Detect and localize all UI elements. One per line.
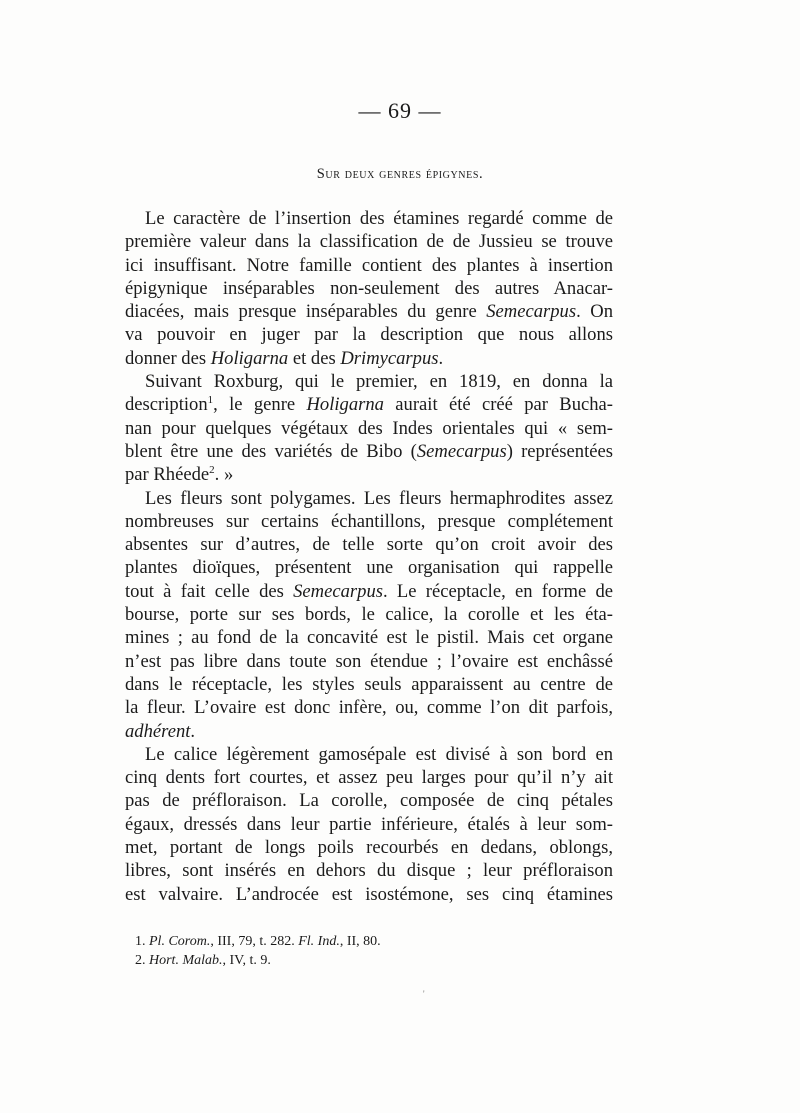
text-line bbox=[125, 766, 613, 789]
text-run: , le genre bbox=[213, 394, 307, 416]
text-run: est valvaire. L’androcée est isostémone, ses cinq étamines bbox=[125, 883, 613, 905]
text-run: description bbox=[125, 394, 208, 416]
text-line bbox=[125, 323, 613, 346]
text-run: égaux, dressés dans leur partie inférieure, étalés à leur som- bbox=[125, 813, 613, 835]
text-run: Les fleurs sont polygames. Les fleurs hermaphrodites assez bbox=[145, 487, 613, 509]
italic-text: Semecarpus bbox=[416, 440, 507, 462]
text-run: première valeur dans la classification de de Jussieu se trouve bbox=[125, 231, 613, 253]
text-run: 1. bbox=[135, 934, 149, 949]
text-run: 2. bbox=[135, 953, 149, 968]
text-run: . Le réceptacle, en forme de bbox=[382, 580, 614, 602]
text-line bbox=[125, 277, 613, 300]
text-line bbox=[125, 883, 613, 906]
text-line bbox=[125, 463, 613, 486]
paragraph bbox=[125, 207, 613, 370]
text-line bbox=[125, 533, 613, 556]
italic-text: Fl. Ind. bbox=[298, 934, 340, 949]
text-run: . bbox=[190, 720, 196, 742]
text-run: va pouvoir en juger par la description que nous allons bbox=[125, 324, 613, 346]
text-line bbox=[125, 813, 613, 836]
text-line bbox=[125, 393, 613, 416]
text-run: dans le réceptacle, les styles seuls apparaissent au centre de bbox=[125, 673, 613, 695]
section-title: Sur deux genres épigynes. bbox=[316, 166, 484, 182]
footnote-ref: 2 bbox=[209, 464, 215, 477]
text-run: et des bbox=[288, 347, 341, 369]
text-run: par Rhéede bbox=[125, 464, 210, 486]
text-run: absentes sur d’autres, de telle sorte qu’on croit avoir des bbox=[125, 534, 613, 556]
text-run: ) représentées bbox=[506, 440, 613, 462]
text-run: libres, sont insérés en dehors du disque ; leur préfloraison bbox=[125, 860, 613, 882]
text-run: . » bbox=[214, 464, 234, 486]
text-run: ici insuffisant. Notre famille contient des plantes à insertion bbox=[125, 254, 613, 276]
text-line bbox=[125, 580, 613, 603]
italic-text: Semecarpus bbox=[293, 580, 383, 602]
footnote bbox=[125, 932, 613, 951]
text-run: plantes dioïques, présentent une organisation qui rappelle bbox=[125, 557, 613, 579]
text-run: tout à fait celle des bbox=[125, 580, 294, 602]
text-run: Suivant Roxburg, qui le premier, en 1819, en donna la bbox=[145, 371, 613, 393]
page-number: — 69 — bbox=[358, 98, 442, 123]
text-run: bourse, porte sur ses bords, le calice, la corolle et les éta- bbox=[125, 604, 613, 626]
text-line bbox=[125, 556, 613, 579]
text-run: . On bbox=[576, 301, 613, 323]
text-line bbox=[125, 743, 613, 766]
text-line bbox=[125, 417, 613, 440]
text-line bbox=[125, 300, 613, 323]
text-line bbox=[125, 859, 613, 882]
text-run: nan pour quelques végétaux des Indes orientales qui « sem- bbox=[125, 417, 613, 439]
paragraph bbox=[125, 487, 613, 743]
text-run: pas de préfloraison. La corolle, composée de cinq pétales bbox=[125, 790, 613, 812]
text-line bbox=[125, 650, 613, 673]
text-line bbox=[125, 836, 613, 859]
text-run: aurait été créé par Bucha- bbox=[383, 394, 614, 416]
text-line bbox=[125, 720, 613, 743]
text-line bbox=[125, 696, 613, 719]
text-line bbox=[125, 603, 613, 626]
text-line bbox=[125, 510, 613, 533]
text-line bbox=[125, 626, 613, 649]
footnote-ref: 1 bbox=[207, 394, 214, 407]
text-run: donner des bbox=[125, 347, 211, 369]
paragraph bbox=[125, 743, 613, 906]
text-line bbox=[125, 347, 613, 370]
italic-text: Holigarna bbox=[306, 394, 384, 416]
body-text bbox=[125, 207, 613, 906]
text-run: diacées, mais presque inséparables du genre bbox=[125, 301, 487, 323]
text-line bbox=[125, 230, 613, 253]
text-run: n’est pas libre dans toute son étendue ; l’ovaire est enchâssé bbox=[125, 650, 613, 672]
text-run: , II, 80. bbox=[339, 934, 381, 949]
text-run: nombreuses sur certains échantillons, presque complétement bbox=[125, 510, 613, 532]
text-line bbox=[125, 370, 613, 393]
text-run: Le calice légèrement gamosépale est divisé à son bord en bbox=[145, 743, 613, 765]
text-run: la fleur. L’ovaire est donc infère, ou, comme l’on dit parfois, bbox=[125, 697, 613, 719]
italic-text: Pl. Corom. bbox=[149, 934, 211, 949]
italic-text: Hort. Malab. bbox=[149, 953, 223, 968]
footnote bbox=[125, 951, 613, 970]
text-run: mines ; au fond de la concavité est le pistil. Mais cet organe bbox=[125, 627, 613, 649]
text-run: cinq dents fort courtes, et assez peu larges pour qu’il n’y ait bbox=[125, 767, 613, 789]
text-run: . bbox=[438, 347, 444, 369]
italic-text: adhérent bbox=[125, 720, 191, 742]
text-line bbox=[125, 487, 613, 510]
paper-speck: ' bbox=[423, 989, 425, 999]
text-run: met, portant de longs poils recourbés en dedans, oblongs, bbox=[125, 837, 613, 859]
text-line bbox=[125, 789, 613, 812]
text-line bbox=[125, 207, 613, 230]
text-run: Le caractère de l’insertion des étamines regardé comme de bbox=[145, 208, 613, 229]
text-line bbox=[125, 254, 613, 277]
text-line bbox=[125, 673, 613, 696]
italic-text: Drimycarpus bbox=[340, 347, 439, 369]
footnotes bbox=[125, 932, 613, 970]
text-run: , III, 79, t. 282. bbox=[210, 934, 299, 949]
text-line bbox=[125, 440, 613, 463]
text-run: blent être une des variétés de Bibo ( bbox=[125, 440, 417, 462]
italic-text: Holigarna bbox=[210, 347, 289, 369]
text-run: épigynique inséparables non-seulement des autres Anacar- bbox=[125, 277, 613, 299]
text-run: , IV, t. 9. bbox=[222, 953, 271, 968]
italic-text: Semecarpus bbox=[486, 301, 577, 323]
paragraph bbox=[125, 370, 613, 486]
